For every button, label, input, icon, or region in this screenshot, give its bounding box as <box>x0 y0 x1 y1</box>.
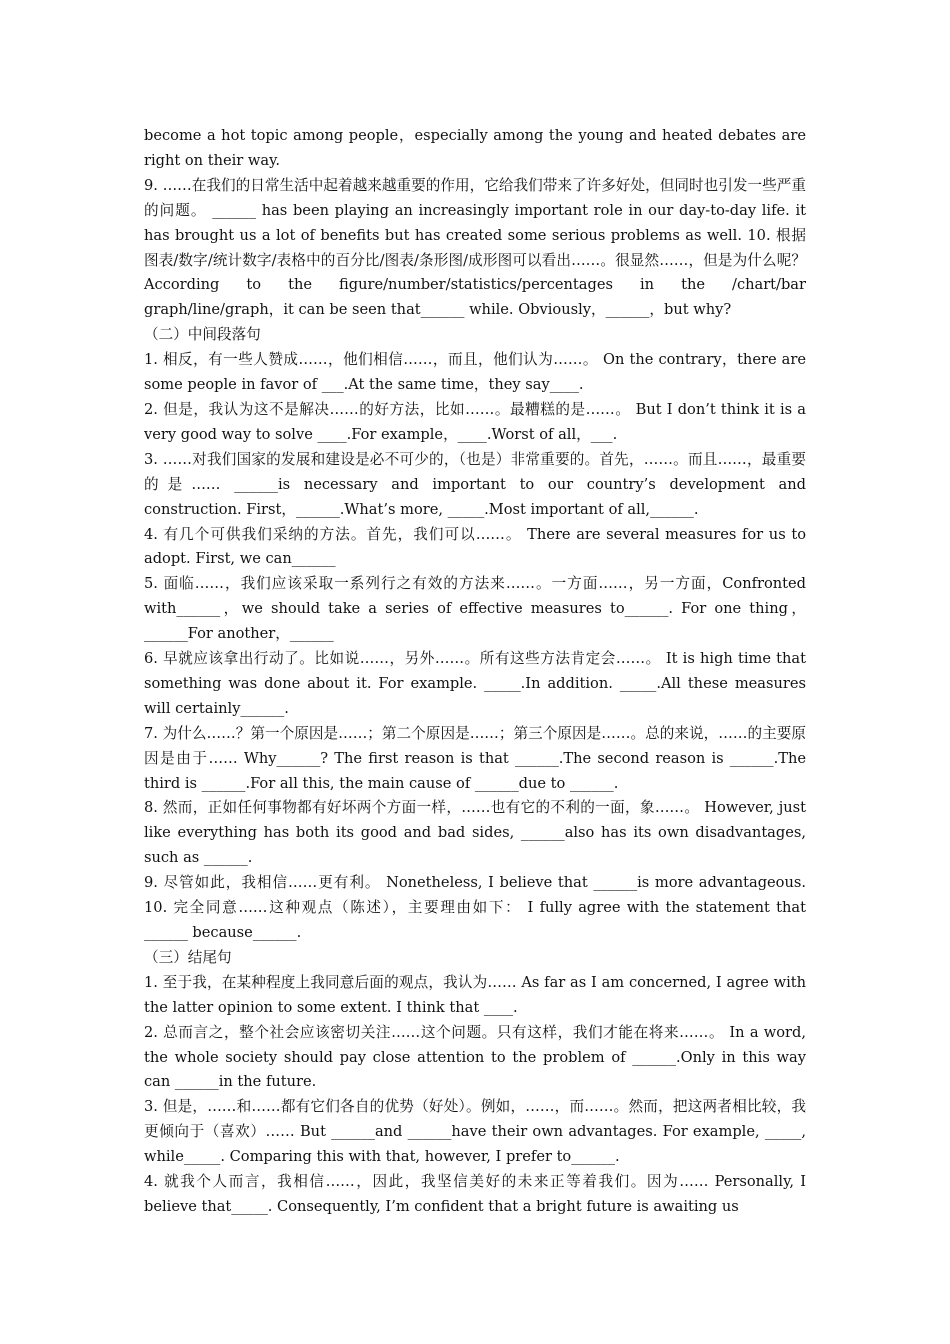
section-heading-conclusion: （三）结尾句 <box>144 948 232 966</box>
document-page <box>144 124 806 1220</box>
paragraph-closing-4: 4. 就我个人而言，我相信……，因此，我坚信美好的未来正等着我们。因为…… Personally, I believe that_____. Consequently, I’m confident that a bright future is awaiting us <box>144 1173 806 1215</box>
paragraph-closing-1: 1. 至于我，在某种程度上我同意后面的观点，我认为…… As far as I am concerned, I agree with the latter opinion to some extent. I think that ____. <box>144 973 806 1016</box>
paragraph-closing-2: 2. 总而言之，整个社会应该密切关注……这个问题。只有这样，我们才能在将来……。 In a word, the whole society should pay close attention to the problem of ______.Only in this way can ______in the future. <box>144 1023 806 1091</box>
paragraph-item-5: 5. 面临……，我们应该采取一系列行之有效的方法来……。一方面……，另一方面，Confronted with______，we should take a series of effective measures to______. For one thing，______For another，______ <box>144 575 806 643</box>
paragraph-item-3: 3. ……对我们国家的发展和建设是必不可少的，（也是）非常重要的。首先，……。而且……，最重要的是…… ______is necessary and important to our country’s development and construction. First，______.What’s more, _____.Most important of all,______. <box>144 450 806 518</box>
paragraph-item-8: 8. 然而，正如任何事物都有好坏两个方面一样，……也有它的不利的一面，象……。 However, just like everything has both its good and bad sides, ______also has its own disadvantages, such as ______. <box>144 799 806 867</box>
paragraph-item-2: 2. 但是，我认为这不是解决……的好方法，比如……。最糟糕的是……。 But I don’t think it is a very good way to solve ____.For example，____.Worst of all，___. <box>144 400 806 443</box>
paragraph-item-9-10b: 9. 尽管如此，我相信……更有利。 Nonetheless, I believe that ______is more advantageous. 10. 完全同意……这种观点（陈述），主要理由如下： I fully agree with the statement that ______ because______. <box>144 874 806 941</box>
paragraph-item-1: 1. 相反，有一些人赞成……，他们相信……，而且，他们认为……。 On the contrary，there are some people in favor of ___.At the same time，they say____. <box>144 351 806 394</box>
paragraph-item-6: 6. 早就应该拿出行动了。比如说……，另外……。所有这些方法肯定会……。 It is high time that something was done about it. For example. _____.In addition. _____.All these measures will certainly______. <box>144 650 806 717</box>
section-heading-middle: （二）中间段落句 <box>144 326 261 344</box>
paragraph-item-9-10: 9. ……在我们的日常生活中起着越来越重要的作用，它给我们带来了许多好处，但同时也引发一些严重的问题。 ______ has been playing an increasingly important role in our day-to-day life. it has brought us a lot of benefits but has created some serious problems as well. 10. 根据图表/数字/统计数字/表格中的百分比/图表/条形图/成形图可以看出……。很显然……，但是为什么呢？ According to the figure/number/statistics/percentages in the /chart/bar graph/line/graph，it can be seen that______ while. Obviously，______，but why? <box>144 176 806 319</box>
paragraph-item-7: 7. 为什么……？第一个原因是……；第二个原因是……；第三个原因是……。总的来说，……的主要原因是由于…… Why______? The first reason is that ______.The second reason is ______.The third is ______.For all this, the main cause of ______due to ______. <box>144 724 806 792</box>
paragraph-continuation: become a hot topic among people，especially among the young and heated debates are right on their way. <box>144 127 806 169</box>
paragraph-closing-3: 3. 但是，……和……都有它们各自的优势（好处）。例如，……，而……。然而，把这两者相比较，我更倾向于（喜欢）…… But ______and ______have their own advantages. For example, _____, while_____. Comparing this with that, however, I prefer to______. <box>144 1098 806 1166</box>
paragraph-item-4: 4. 有几个可供我们采纳的方法。首先，我们可以……。 There are several measures for us to adopt. First, we can______ <box>144 525 806 568</box>
